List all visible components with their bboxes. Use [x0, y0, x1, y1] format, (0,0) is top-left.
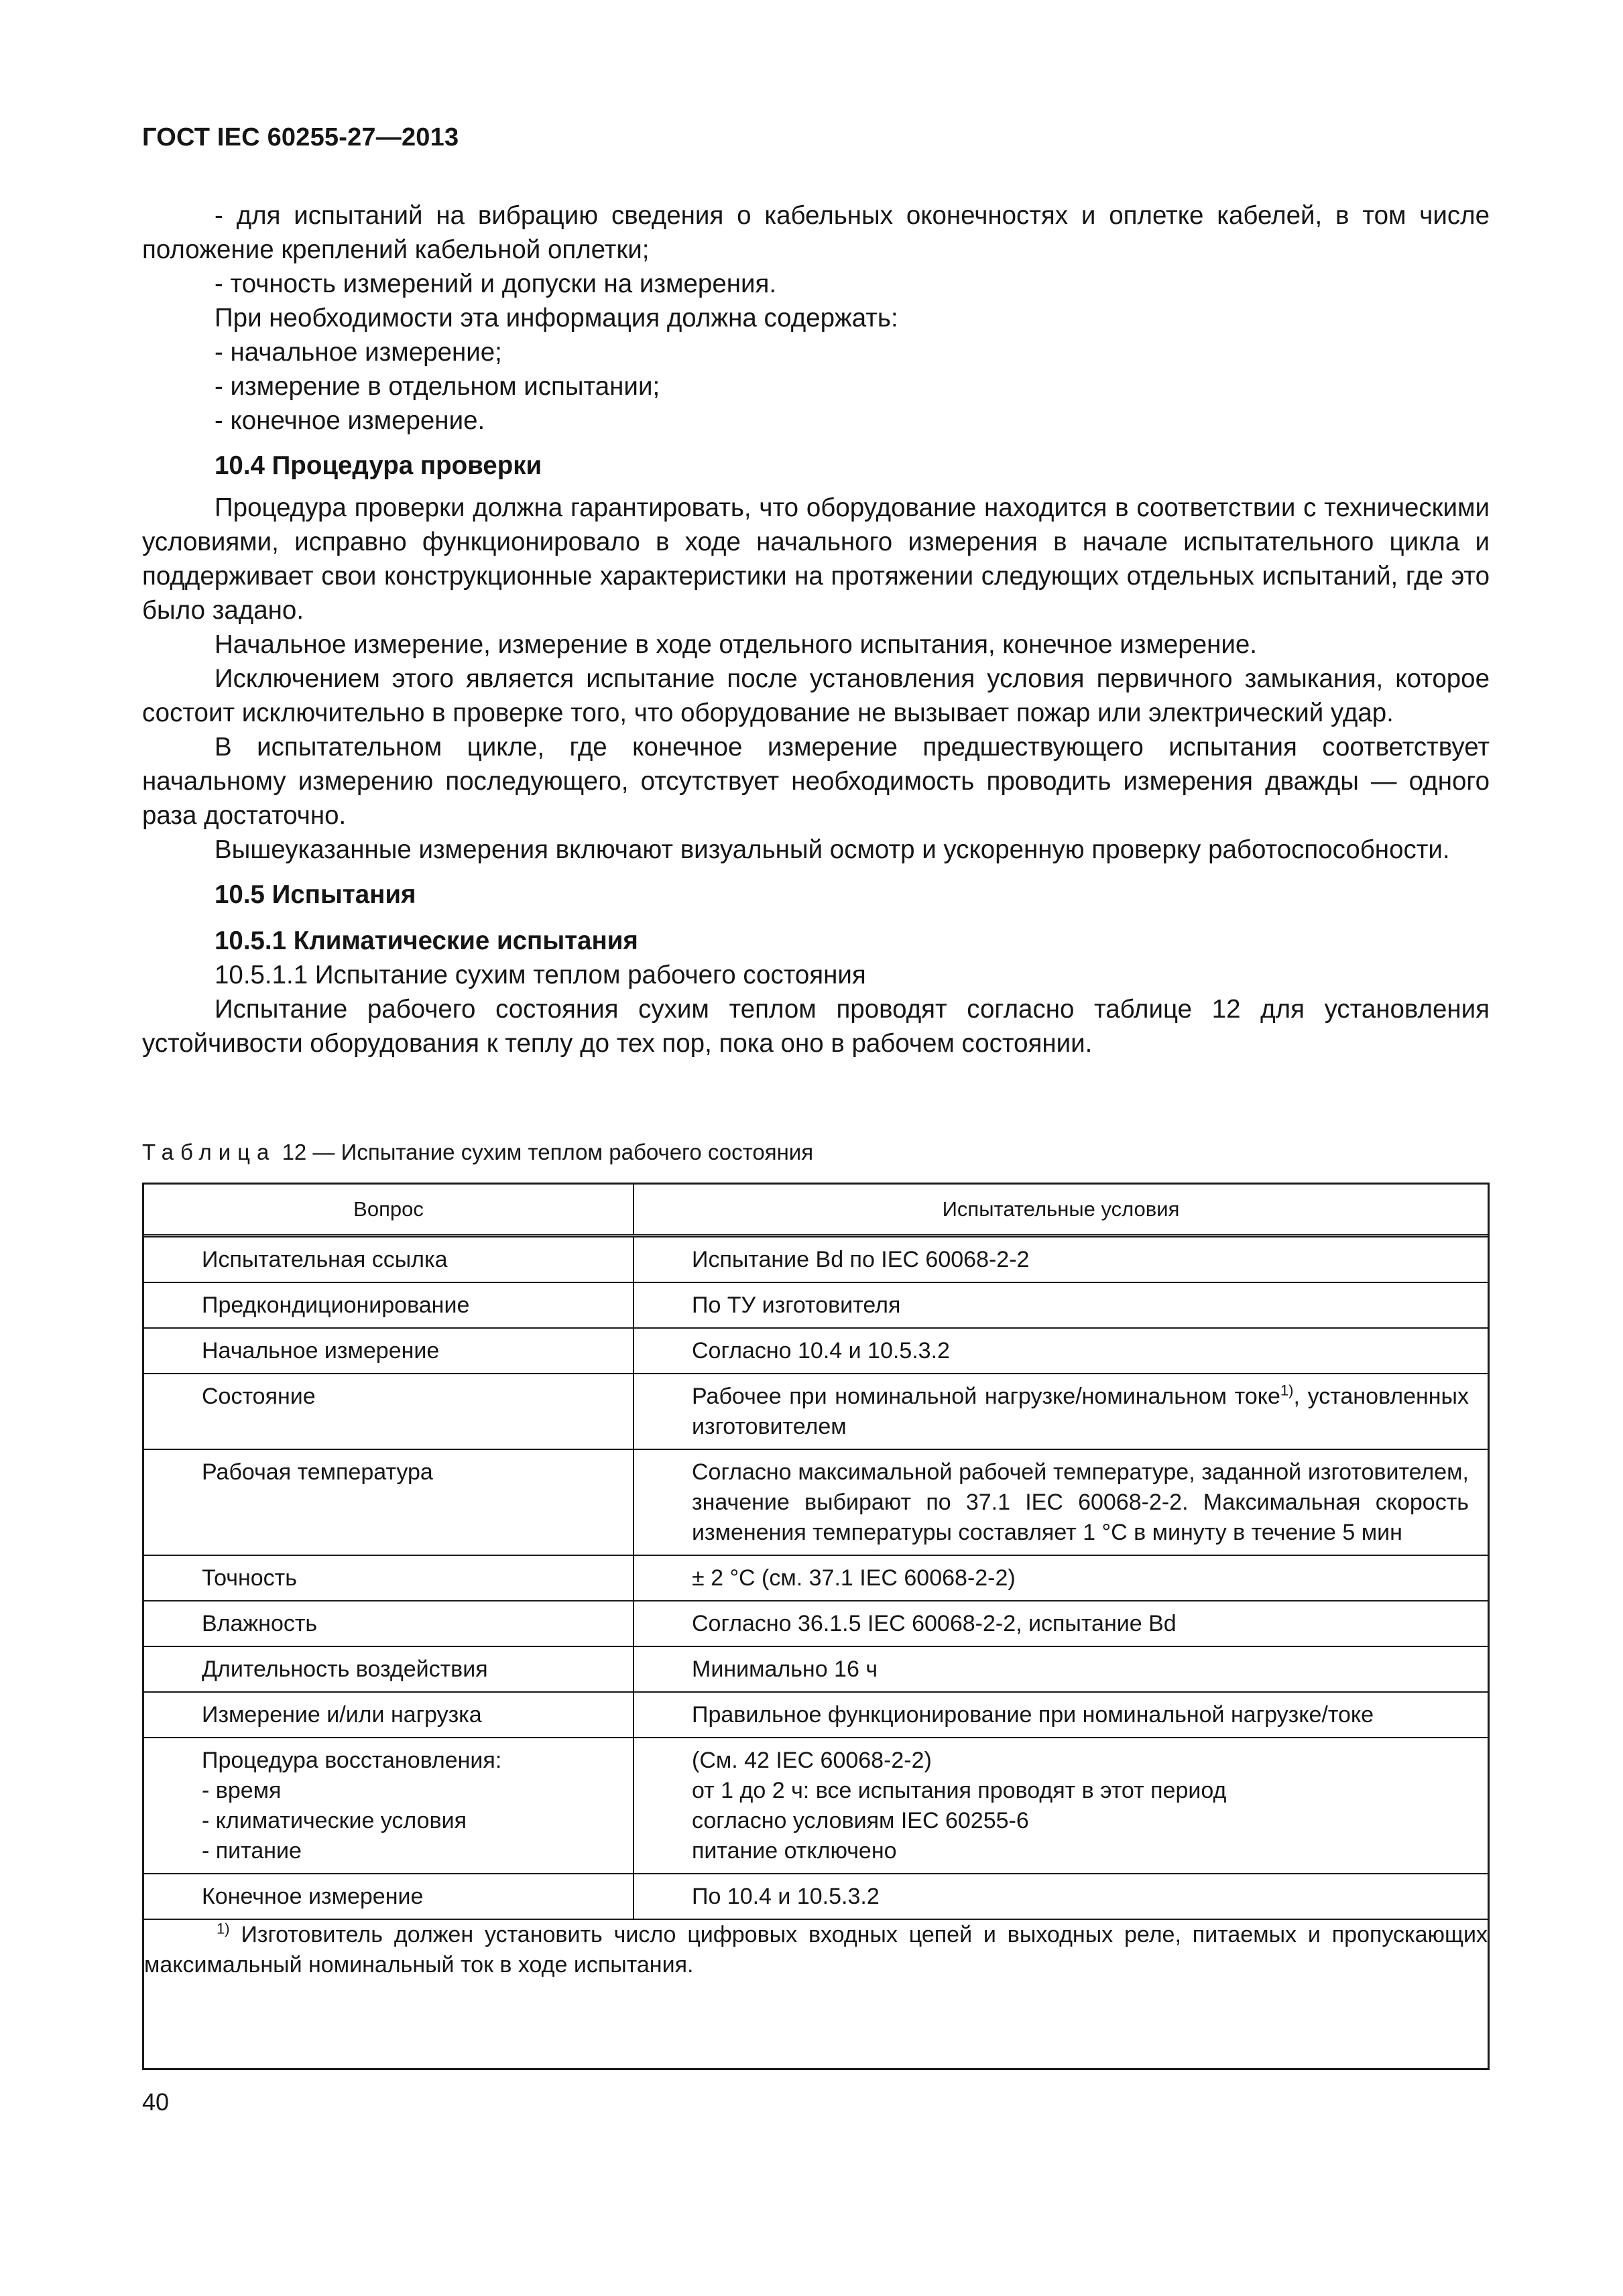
paragraph: - точность измерений и допуски на измерения.	[215, 269, 777, 298]
section-heading-10-4: 10.4 Процедура проверки	[215, 451, 542, 480]
table-cell: Предкондиционирование	[144, 1282, 634, 1328]
table-cell: Правильное функционирование при номинальной нагрузке/токе	[634, 1692, 1488, 1738]
paragraph: - для испытаний на вибрацию сведения о кабельных оконечностях и оплетке кабелей, в том числе положение креплений кабельной оплетки;	[142, 201, 1490, 264]
table-cell: Конечное измерение	[144, 1874, 634, 1919]
table-caption-word: Таблица	[142, 1140, 276, 1164]
table-row	[144, 1555, 1488, 1601]
paragraph: - конечное измерение.	[215, 406, 485, 435]
table-cell: Рабочая температура	[144, 1449, 634, 1555]
paragraph: В испытательном цикле, где конечное измерение предшествующего испытания соответствует начальному измерению последующего, отсутствует необходимость проводить измерения дважды — одного раза достаточно.	[142, 733, 1490, 830]
table-cell: Испытательная ссылка	[144, 1236, 634, 1283]
cell-line: согласно условиям IEC 60255-6	[692, 1808, 1029, 1833]
table-caption-text: 12 — Испытание сухим теплом рабочего состояния	[282, 1140, 814, 1164]
document-header: ГОСТ IEC 60255-27—2013	[142, 123, 459, 152]
cell-line: - климатические условия	[202, 1808, 467, 1833]
paragraph: Исключением этого является испытание после установления условия первичного замыкания, которое состоит исключительно в проверке того, что оборудование не вызывает пожар или электрический удар.	[142, 664, 1490, 727]
subsection-heading-10-5-1: 10.5.1 Климатические испытания	[215, 926, 638, 955]
table-cell: Точность	[144, 1555, 634, 1601]
table-row	[144, 1692, 1488, 1738]
table-cell: Минимально 16 ч	[634, 1646, 1488, 1692]
table-caption	[142, 1140, 813, 1165]
table-row	[144, 1282, 1488, 1328]
paragraph: Вышеуказанные измерения включают визуальный осмотр и ускоренную проверку работоспособности.	[215, 835, 1450, 864]
cell-line: от 1 до 2 ч: все испытания проводят в этот период	[692, 1778, 1227, 1803]
column-header: Испытательные условия	[634, 1185, 1488, 1236]
paragraph: Процедура проверки должна гарантировать, что оборудование находится в соответствии с техническими условиями, исправно функционировало в ходе начального измерения в начале испытательного цикла и поддерживает свои конструкционные характеристики на протяжении следующих отдельных испытаний, где это было задано.	[142, 493, 1490, 625]
table-cell: Испытание Bd по IEC 60068-2-2	[634, 1236, 1488, 1283]
table-header-row	[144, 1185, 1488, 1236]
table-cell: Измерение и/или нагрузка	[144, 1692, 634, 1738]
conditions-table	[142, 1183, 1490, 2070]
cell-text: , установленных изготовителем	[692, 1384, 1469, 1439]
table-cell: По ТУ изготовителя	[634, 1282, 1488, 1328]
cell-text: Рабочее при номинальной нагрузке/номинальном токе	[692, 1384, 1280, 1409]
table-row	[144, 1449, 1488, 1555]
table-row	[144, 1874, 1488, 1919]
cell-line: - время	[202, 1778, 282, 1803]
table-cell: Согласно максимальной рабочей температуре, заданной изготовителем, значение выбирают по 37.1 IEC 60068-2-2. Максимальная скорость изменения температуры составляет 1 °C в минуту в течение 5 мин	[634, 1449, 1488, 1555]
page-number: 40	[142, 2088, 170, 2116]
table-row	[144, 1328, 1488, 1374]
table-cell: Влажность	[144, 1601, 634, 1646]
table-cell	[634, 1738, 1488, 1874]
table-cell	[634, 1374, 1488, 1449]
footnote-text: Изготовитель должен установить число цифровых входных цепей и выходных реле, питаемых и пропускающих максимальный номинальный ток в ходе испытания.	[144, 1922, 1488, 1978]
paragraph: Начальное измерение, измерение в ходе отдельного испытания, конечное измерение.	[215, 630, 1258, 659]
table-row	[144, 1236, 1488, 1283]
table-cell: ± 2 °C (см. 37.1 IEC 60068-2-2)	[634, 1555, 1488, 1601]
section-heading-10-5: 10.5 Испытания	[215, 880, 416, 909]
subsubsection-title: 10.5.1.1 Испытание сухим теплом рабочего состояния	[215, 961, 866, 989]
paragraph: При необходимости эта информация должна содержать:	[215, 304, 898, 333]
table-cell: Согласно 10.4 и 10.5.3.2	[634, 1328, 1488, 1374]
column-header: Вопрос	[144, 1185, 634, 1236]
table-cell: Длительность воздействия	[144, 1646, 634, 1692]
table-cell: Согласно 36.1.5 IEC 60068-2-2, испытание Bd	[634, 1601, 1488, 1646]
table-row	[144, 1601, 1488, 1646]
paragraph: - начальное измерение;	[215, 338, 502, 367]
cell-line: (См. 42 IEC 60068-2-2)	[692, 1748, 932, 1773]
cell-line: питание отключено	[692, 1838, 897, 1864]
body-text-top	[142, 198, 1490, 1061]
table-cell: Состояние	[144, 1374, 634, 1449]
footnote-mark: 1)	[217, 1920, 230, 1937]
table-cell: По 10.4 и 10.5.3.2	[634, 1874, 1488, 1919]
table-footnote	[144, 1919, 1488, 1980]
cell-line: Процедура восстановления:	[202, 1748, 502, 1773]
cell-line: - питание	[202, 1838, 302, 1864]
table-footnote-row	[144, 1919, 1488, 1980]
paragraph: - измерение в отдельном испытании;	[215, 372, 660, 401]
table-row	[144, 1646, 1488, 1692]
table-cell: Начальное измерение	[144, 1328, 634, 1374]
table-cell	[144, 1738, 634, 1874]
table-row	[144, 1738, 1488, 1874]
footnote-ref: 1)	[1280, 1382, 1294, 1399]
table-row	[144, 1374, 1488, 1449]
paragraph: Испытание рабочего состояния сухим теплом проводят согласно таблице 12 для установления устойчивости оборудования к теплу до тех пор, пока оно в рабочем состоянии.	[142, 995, 1490, 1058]
